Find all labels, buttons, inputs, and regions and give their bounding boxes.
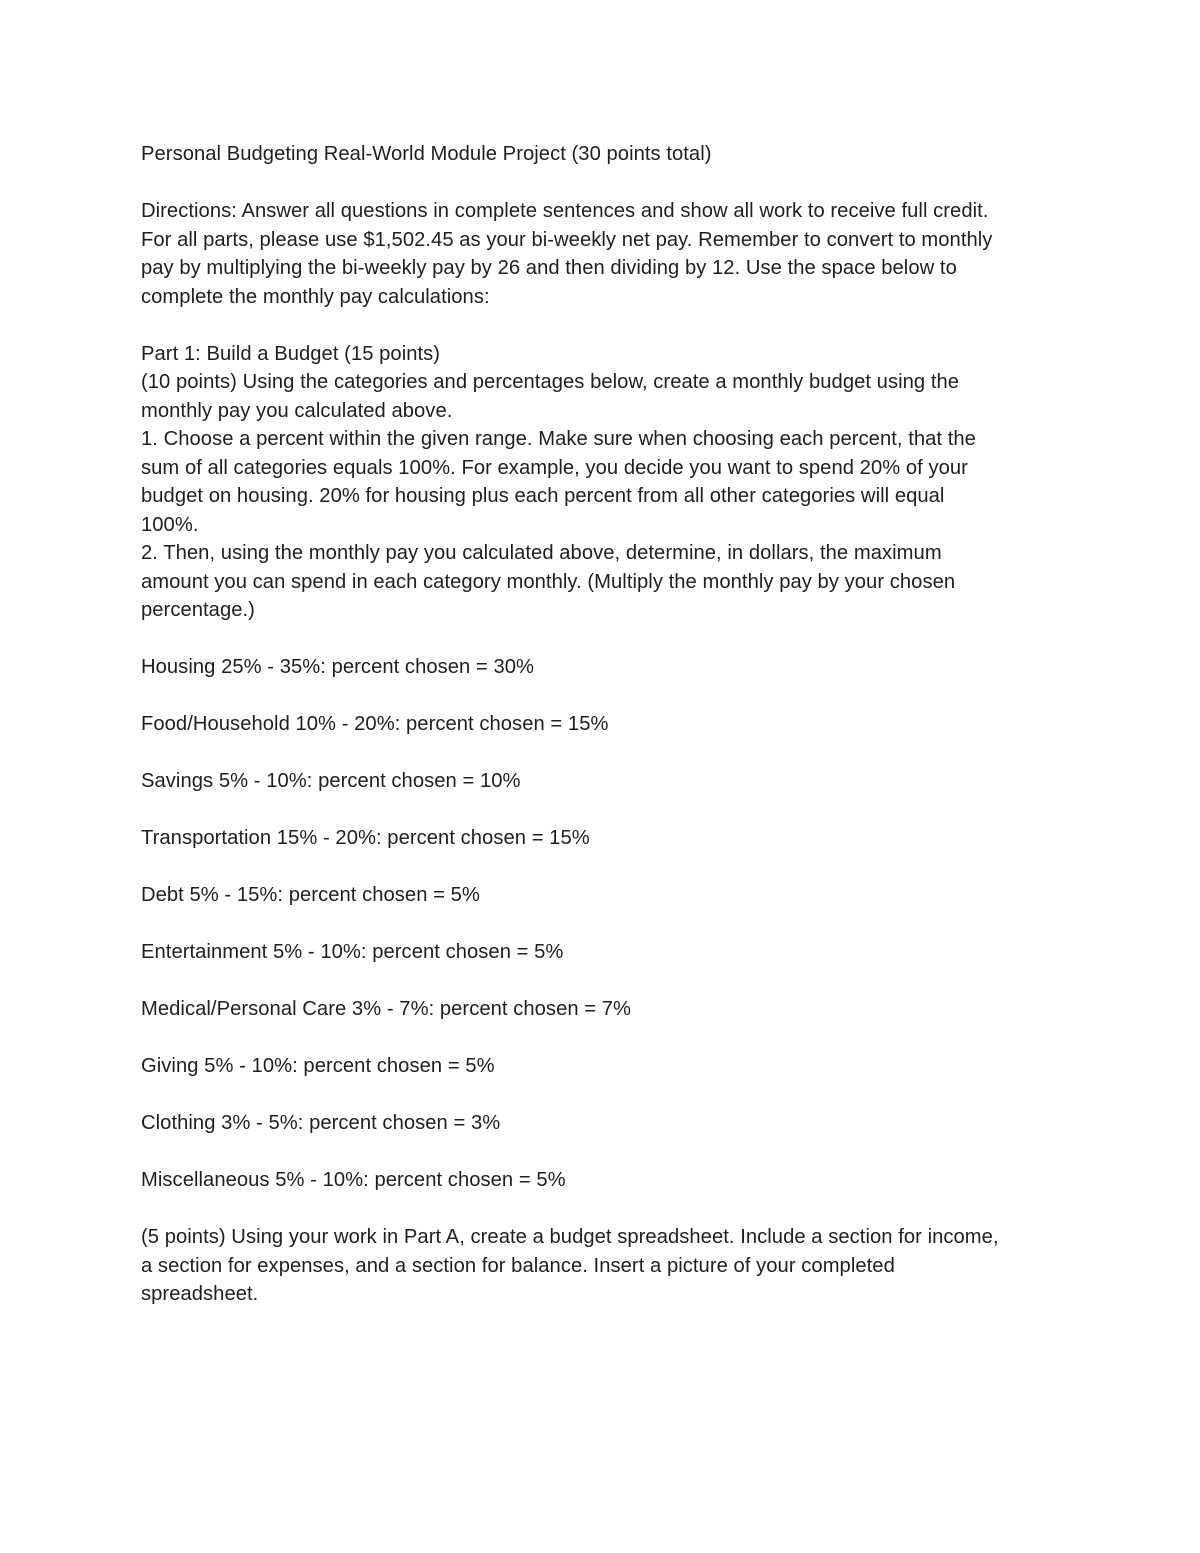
spreadsheet-paragraph bbox=[141, 1223, 1071, 1309]
category-item-debt: Debt 5% - 15%: percent chosen = 5% bbox=[141, 884, 480, 906]
document-body bbox=[141, 140, 1071, 1309]
spreadsheet-line: a section for expenses, and a section for balance. Insert a picture of your completed bbox=[141, 1254, 895, 1277]
directions-line: Directions: Answer all questions in complete sentences and show all work to receive full credit. bbox=[141, 200, 989, 222]
step2-line: 2. Then, using the monthly pay you calculated above, determine, in dollars, the maximum bbox=[141, 542, 942, 564]
step1-line: budget on housing. 20% for housing plus each percent from all other categories will equal bbox=[141, 485, 945, 507]
category-item-clothing: Clothing 3% - 5%: percent chosen = 3% bbox=[141, 1112, 501, 1134]
spreadsheet-line: (5 points) Using your work in Part A, create a budget spreadsheet. Include a section for income, bbox=[141, 1226, 999, 1248]
category-item-medical-personal-care: Medical/Personal Care 3% - 7%: percent chosen = 7% bbox=[141, 998, 632, 1020]
spacer bbox=[141, 311, 1071, 340]
step2-line: percentage.) bbox=[141, 599, 255, 621]
directions-line: complete the monthly pay calculations: bbox=[141, 285, 490, 308]
part1-section bbox=[141, 340, 1071, 625]
category-item-entertainment: Entertainment 5% - 10%: percent chosen = 5% bbox=[141, 941, 564, 963]
spreadsheet-line: spreadsheet. bbox=[141, 1283, 259, 1305]
spacer bbox=[141, 625, 1071, 654]
part1-intro-line: (10 points) Using the categories and percentages below, create a monthly budget using the bbox=[141, 371, 960, 393]
spacer bbox=[141, 1195, 1071, 1224]
category-item-giving: Giving 5% - 10%: percent chosen = 5% bbox=[141, 1055, 495, 1077]
step1-line: 100%. bbox=[141, 513, 199, 536]
category-list bbox=[141, 653, 1071, 1195]
part1-intro-line: monthly pay you calculated above. bbox=[141, 399, 453, 422]
step1-line: 1. Choose a percent within the given range. Make sure when choosing each percent, that the bbox=[141, 428, 976, 450]
directions-line: For all parts, please use $1,502.45 as your bi-weekly net pay. Remember to convert to monthly bbox=[141, 228, 993, 251]
part1-heading: Part 1: Build a Budget (15 points) bbox=[141, 342, 441, 365]
category-item-housing: Housing 25% - 35%: percent chosen = 30% bbox=[141, 656, 535, 678]
directions-paragraph bbox=[141, 197, 1071, 311]
spacer bbox=[141, 169, 1071, 198]
step2-line: amount you can spend in each category monthly. (Multiply the monthly pay by your chosen bbox=[141, 570, 956, 593]
category-item-miscellaneous: Miscellaneous 5% - 10%: percent chosen = 5% bbox=[141, 1169, 566, 1191]
document-title: Personal Budgeting Real-World Module Project (30 points total) bbox=[141, 143, 712, 165]
directions-line: pay by multiplying the bi-weekly pay by 26 and then dividing by 12. Use the space below to bbox=[141, 257, 957, 279]
category-item-savings: Savings 5% - 10%: percent chosen = 10% bbox=[141, 770, 521, 792]
step1-line: sum of all categories equals 100%. For example, you decide you want to spend 20% of your bbox=[141, 456, 968, 479]
category-item-transportation: Transportation 15% - 20%: percent chosen = 15% bbox=[141, 827, 590, 849]
category-item-food-household: Food/Household 10% - 20%: percent chosen = 15% bbox=[141, 713, 609, 735]
